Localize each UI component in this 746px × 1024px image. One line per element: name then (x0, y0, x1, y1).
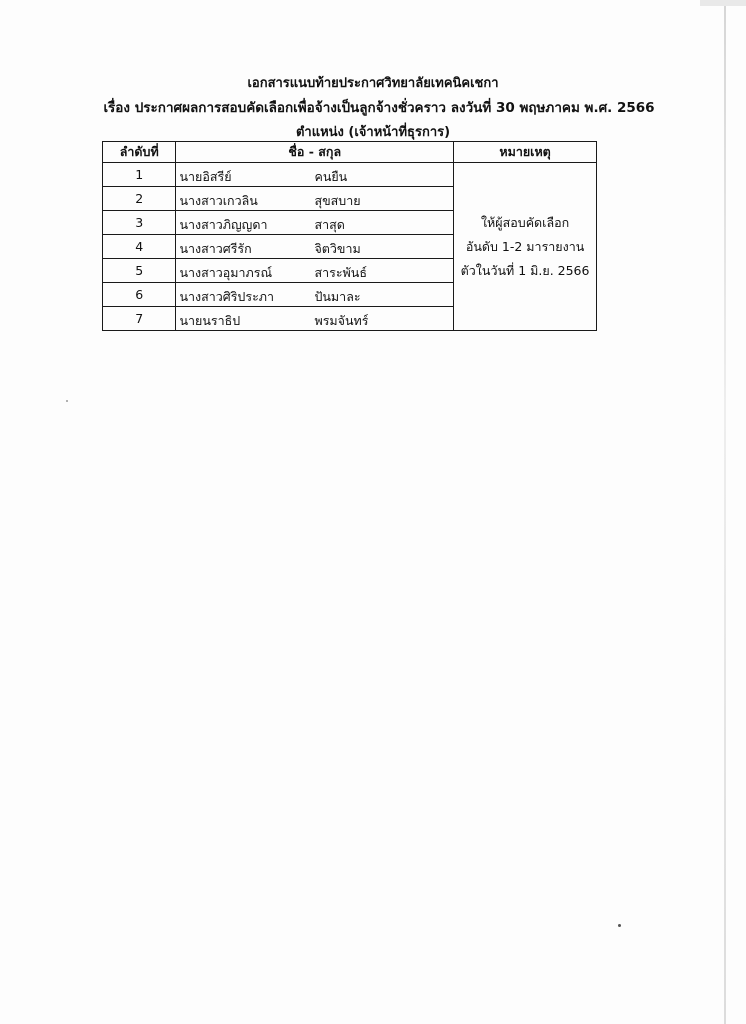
first-name: นางสาวศรีรัก (179, 241, 252, 256)
header-number: ลำดับที่ (103, 142, 176, 163)
last-name: สุขสบาย (314, 193, 361, 208)
last-name: พรมจันทร์ (314, 313, 369, 328)
row-number: 7 (103, 307, 176, 331)
first-name: นายอิสรีย์ (179, 169, 232, 184)
document-title: เอกสารแนบท้ายประกาศวิทยาลัยเทคนิคเชกา (247, 76, 499, 91)
name-cell (176, 283, 454, 307)
row-number: 2 (103, 187, 176, 211)
first-name: นางสาวอุมาภรณ์ (179, 265, 273, 280)
document-subject: เรื่อง ประกาศผลการสอบคัดเลือกเพื่อจ้างเป็นลูกจ้างชั่วคราว ลงวันที่ 30 พฤษภาคม พ.ศ. 2566 (103, 100, 655, 116)
table-row (103, 163, 597, 187)
first-name: นางสาวภิญญดา (179, 217, 268, 232)
scan-speck (66, 400, 68, 402)
name-cell (176, 211, 454, 235)
row-number: 6 (103, 283, 176, 307)
scan-edge-line (724, 0, 726, 1024)
name-cell (176, 235, 454, 259)
scan-edge-corner (700, 0, 746, 6)
header-name: ชื่อ - สกุล (176, 142, 454, 163)
header-remark: หมายเหตุ (454, 142, 597, 163)
last-name: จิตวิขาม (314, 241, 361, 256)
name-cell (176, 307, 454, 331)
table-header-row (103, 142, 597, 163)
row-number: 5 (103, 259, 176, 283)
last-name: สาสุด (314, 217, 345, 232)
row-number: 1 (103, 163, 176, 187)
row-number: 4 (103, 235, 176, 259)
remark-line: ตัวในวันที่ 1 มิ.ย. 2566 (460, 262, 590, 278)
name-cell (176, 259, 454, 283)
remark-line: อันดับ 1-2 มารายงาน (465, 238, 585, 254)
remark-cell (454, 163, 597, 331)
first-name: นายนราธิป (179, 313, 241, 328)
row-number: 3 (103, 211, 176, 235)
candidate-table (102, 141, 597, 331)
last-name: สาระพันธ์ (314, 265, 367, 280)
first-name: นางสาวเกวลิน (179, 193, 258, 208)
first-name: นางสาวศิริประภา (179, 289, 275, 304)
last-name: ปันมาละ (314, 289, 361, 304)
name-cell (176, 163, 454, 187)
last-name: คนยืน (314, 169, 348, 184)
name-cell (176, 187, 454, 211)
document-position: ตำแหน่ง (เจ้าหน้าที่ธุรการ) (295, 125, 451, 140)
scan-speck (618, 924, 621, 927)
remark-line: ให้ผู้สอบคัดเลือก (480, 214, 570, 230)
